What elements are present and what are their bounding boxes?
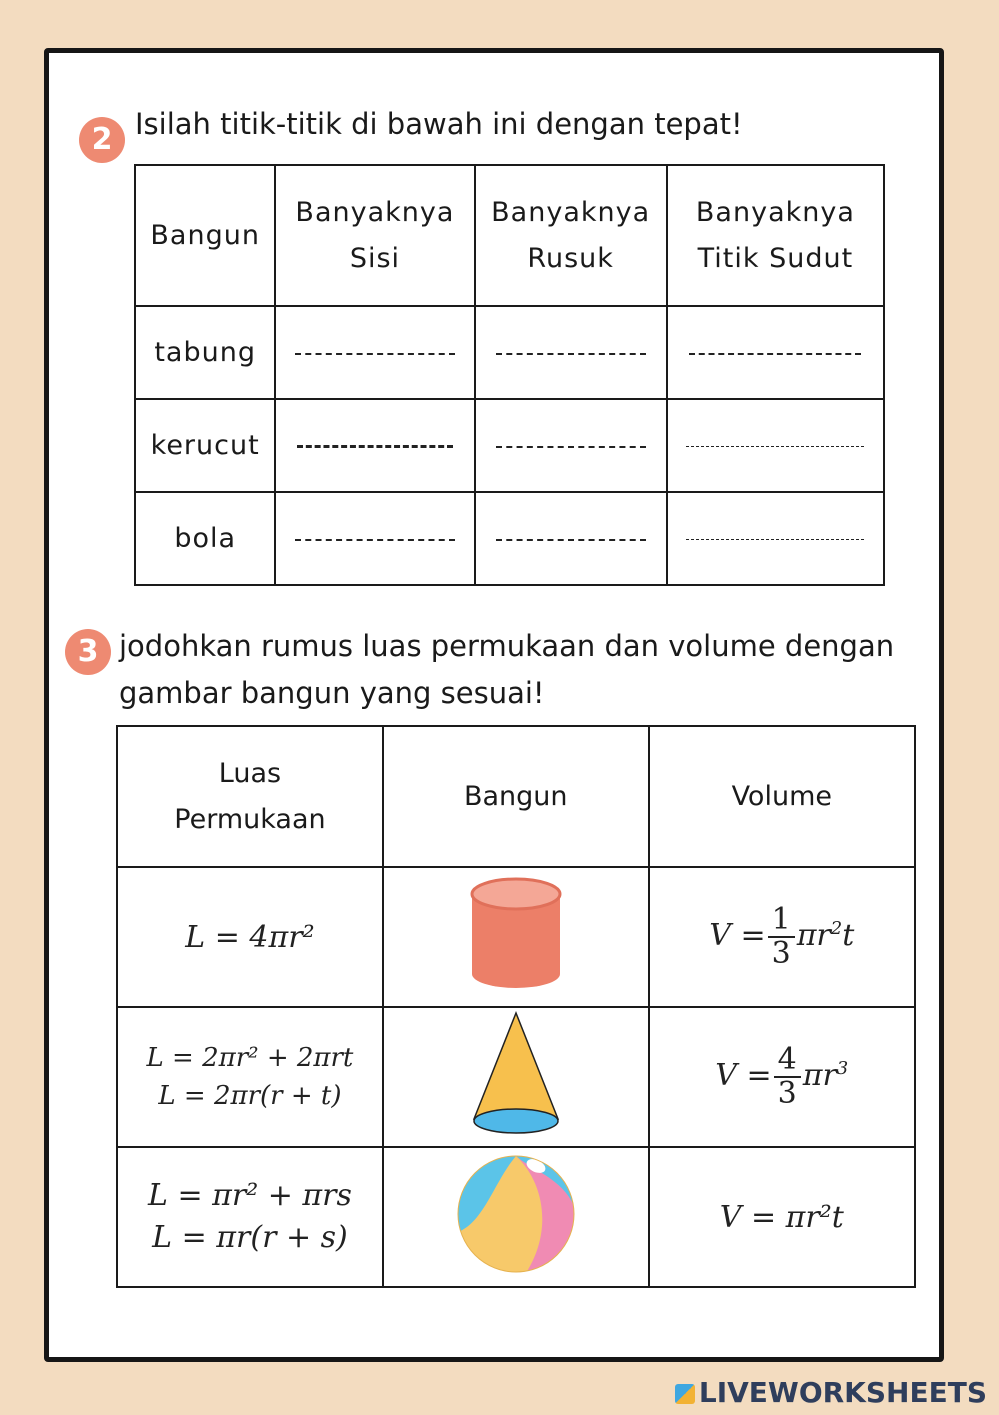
section-2-badge: 2 xyxy=(79,117,125,163)
volume-formula-cell[interactable] xyxy=(649,1147,915,1287)
answer-blank[interactable] xyxy=(667,306,884,399)
table-row xyxy=(117,867,915,1007)
table-header-row xyxy=(117,726,915,867)
luas-formula: L = 2πr² + 2πrt xyxy=(146,1043,354,1073)
shape-name: tabung xyxy=(135,306,275,399)
table-row xyxy=(135,306,884,399)
matching-table xyxy=(116,725,916,1288)
answer-blank[interactable] xyxy=(475,492,667,585)
liveworksheets-logo: LIVEWORKSHEETS xyxy=(675,1376,987,1409)
worksheet-page xyxy=(44,48,944,1362)
luas-formula: L = 4πr² xyxy=(185,919,315,955)
shape-cell[interactable] xyxy=(383,1147,649,1287)
ball-icon xyxy=(454,1152,578,1276)
table-row xyxy=(135,399,884,492)
liveworksheets-icon xyxy=(675,1384,695,1404)
shape-cell[interactable] xyxy=(383,1007,649,1147)
luas-formula: L = πr² + πrs xyxy=(148,1178,352,1213)
luas-formula-cell[interactable] xyxy=(117,1007,383,1147)
cylinder-icon xyxy=(466,874,566,994)
section-3-badge: 3 xyxy=(65,629,111,675)
header-bangun: Bangun xyxy=(383,726,649,867)
header-titik-sudut: Banyaknya Titik Sudut xyxy=(667,165,884,306)
answer-blank[interactable] xyxy=(667,399,884,492)
answer-blank[interactable] xyxy=(475,399,667,492)
section-3-instruction-line2: gambar bangun yang sesuai! xyxy=(119,676,545,710)
luas-formula: L = πr(r + s) xyxy=(152,1220,348,1255)
answer-blank[interactable] xyxy=(275,492,474,585)
volume-formula: V = $\frac{4}{3}$ $\pi r^3$ xyxy=(715,1042,849,1111)
volume-formula: V = $\frac{1}{3}$ $\pi r^2t$ xyxy=(709,902,855,971)
section-2-instruction: Isilah titik-titik di bawah ini dengan tepat! xyxy=(135,107,743,141)
properties-table xyxy=(134,164,885,586)
shape-cell[interactable] xyxy=(383,867,649,1007)
table-row xyxy=(117,1007,915,1147)
header-sisi: Banyaknya Sisi xyxy=(275,165,474,306)
volume-formula-cell[interactable] xyxy=(649,1007,915,1147)
volume-formula-cell[interactable] xyxy=(649,867,915,1007)
answer-blank[interactable] xyxy=(475,306,667,399)
header-bangun: Bangun xyxy=(135,165,275,306)
table-row xyxy=(117,1147,915,1287)
cone-icon xyxy=(466,1009,566,1139)
answer-blank[interactable] xyxy=(275,399,474,492)
luas-formula: L = 2πr(r + t) xyxy=(158,1081,342,1111)
luas-formula-cell[interactable] xyxy=(117,1147,383,1287)
table-header-row xyxy=(135,165,884,306)
volume-formula: V = πr²t xyxy=(719,1199,844,1235)
luas-formula-cell[interactable] xyxy=(117,867,383,1007)
shape-name: bola xyxy=(135,492,275,585)
header-rusuk: Banyaknya Rusuk xyxy=(475,165,667,306)
answer-blank[interactable] xyxy=(667,492,884,585)
header-volume: Volume xyxy=(649,726,915,867)
section-3-instruction-line1: jodohkan rumus luas permukaan dan volume dengan xyxy=(119,629,895,663)
shape-name: kerucut xyxy=(135,399,275,492)
header-luas-permukaan: Luas Permukaan xyxy=(117,726,383,867)
table-row xyxy=(135,492,884,585)
answer-blank[interactable] xyxy=(275,306,474,399)
